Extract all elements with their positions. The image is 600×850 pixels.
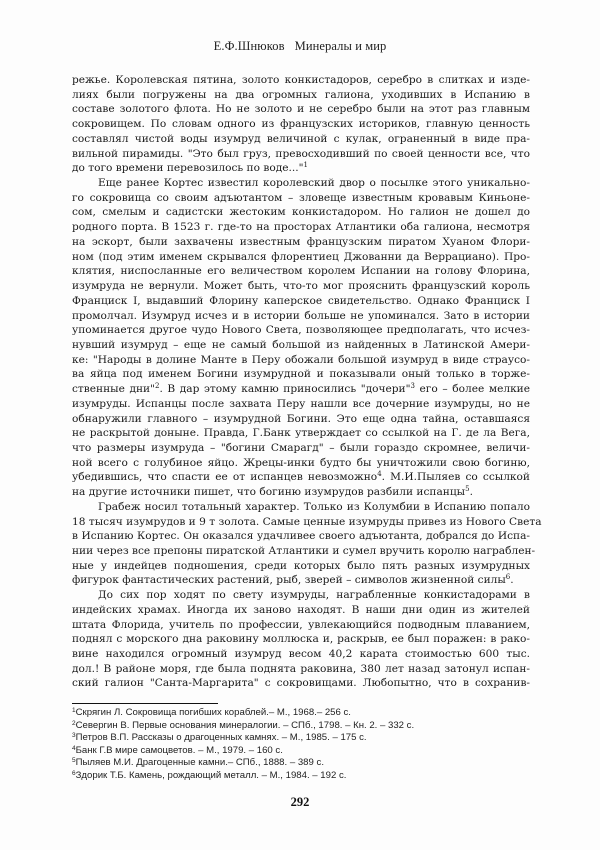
footnote: $^3$Петров В.П. Рассказы о драгоценных камнях. – М., 1985. – 175 с. <box>72 732 367 744</box>
text-line: ке: "Народы в долине Манте в Перу обожали большой изумруд в виде страусо- <box>72 353 530 366</box>
text-line: изумруды. Испанцы после захвата Перу нашли все дочерние изумруды, но не <box>72 397 530 410</box>
text-line: индейских храмах. Иногда их заново находят. В наши дни один из жителей <box>72 603 530 616</box>
text-line: дол.! В районе моря, где была поднята раковина, 380 лет назад затонул испан- <box>72 662 530 675</box>
text-line: упоминается другое чудо Нового Света, позволяющее предполагать, что исчез- <box>72 324 530 337</box>
text-line: убедившись, что спасти ее от испанцев невозможно$^4$. М.И.Пыляев со ссылкой <box>72 470 530 484</box>
text-line: составе золотого флота. Но не золото и не серебро были на этот раз главным <box>72 103 530 116</box>
footnote: $^2$Севергин В. Первые основания минералогии. – СПб., 1798. – Кн. 2. – 332 с. <box>72 719 415 731</box>
text-line: ной всего с голубиное яйцо. Жрецы-инки будто бы уничтожили свою богиню, <box>72 456 530 469</box>
text-line: составлял чистой воды изумруд величиной с кулак, ограненный в виде пра- <box>72 132 530 145</box>
text-line: поднял с морского дна раковину моллюска и, раскрыв, ее был поражен: в рако- <box>72 633 530 646</box>
text-line: на другие источники пишет, что богиню изумрудов разбили испанцы$^5$. <box>72 485 473 499</box>
text-line: нии через все препоны пиратской Атлантики и сумел вручить королю награблен- <box>72 545 536 557</box>
text-line: фигурок фантастических растений, рыб, зверей – символов жизненной силы$^6$. <box>72 573 514 587</box>
text-line: сокровищем. По словам одного из французских историков, главную ценность <box>72 118 530 131</box>
text-line: вильной пирамиды. "Это был груз, превосходивший по своей ценности все, что <box>72 147 530 160</box>
text-line: режье. Королевская пятина, золото конкистадоров, серебро в слитках и изде- <box>72 74 530 86</box>
text-line: ва яйца под именем Богини изумрудной и показывали оный только в торже- <box>72 368 530 381</box>
body-text <box>72 73 542 691</box>
text-line: сом, смелым и садистски жестоким конкистадором. Но галион не дошел до <box>72 206 530 219</box>
text-line: родного порта. В 1523 г. где-то на просторах Атлантики оба галиона, несмотря <box>72 221 530 234</box>
text-line: нувший изумруд – еще не самый большой из найденных в Латинской Амери- <box>72 338 530 351</box>
footnote-number: 3 <box>72 732 76 740</box>
text-line: вине находился огромный изумруд весом 40,2 карата стоимостью 600 тыс. <box>72 648 530 661</box>
text-line: обнаружили главного – изумрудной Богини. Это еще одна тайна, оставшаяся <box>72 412 530 425</box>
text-line: Франциск I, выдавший Флорину каперское свидетельство. Однако Франциск I <box>72 294 530 307</box>
text-line: промолчал. Изумруд исчез и в истории больше не упоминался. Зато в истории <box>72 309 530 322</box>
footnote-number: 5 <box>72 757 76 765</box>
footnote-ref: 4 <box>377 470 382 479</box>
footnote: $^4$Банк Г.В мире самоцветов. – М., 1979. – 160 с. <box>72 744 283 756</box>
footnote: $^5$Пыляев М.И. Драгоценные камни.– СПб., 1888. – 389 с. <box>72 757 324 769</box>
footnote-ref: 3 <box>410 382 415 391</box>
text-line: ные у индейцев подношения, среди которых было пять разных изумрудных <box>72 559 530 572</box>
footnote: $^6$Здорик Т.Б. Камень, рождающий металл. – М., 1984. – 192 с. <box>72 769 347 781</box>
text-line: ский галион "Санта-Маргарита" с сокровищами. Любопытно, что в сохранив- <box>72 677 530 690</box>
text-line: лиях были погружены на два огромных галиона, уходивших в Испанию в <box>72 88 530 101</box>
text-line: клятия, ниспосланные его величеством королем Испании на голову Флорина, <box>72 265 530 278</box>
text-line: изумруда не вернули. Может быть, что-то мог прояснить французский король <box>72 280 530 293</box>
text-line: ном (под этим именем скрывался флорентиец Джованни да Веррациано). Про- <box>72 250 530 263</box>
footnote-ref: 5 <box>465 485 470 494</box>
footnote-number: 2 <box>72 719 76 727</box>
text-line: не раскрытой доныне. Правда, Г.Банк утверждает со ссылкой на Г. де ла Вега, <box>72 427 530 440</box>
text-line: что размеры изумруда – "богини Смарагд" – были гораздо скромнее, величи- <box>72 441 530 454</box>
text-line: Еще ранее Кортес известил королевский двор о посылке этого уникально- <box>98 177 530 190</box>
footnote-separator <box>72 703 218 704</box>
footnote-ref: 1 <box>303 161 308 170</box>
footnote: $^1$Скрягин Л. Сокровища погибших кораблей.– М., 1968.– 256 с. <box>72 707 351 718</box>
footnote-number: 4 <box>72 744 76 752</box>
footnotes <box>72 707 532 783</box>
text-line: в Испанию Кортес. Он оказался удачливее своего адъютанта, добрался до Испа- <box>72 530 530 543</box>
running-header <box>0 39 600 54</box>
footnote-ref: 6 <box>505 573 511 582</box>
header-author: Е.Ф.Шнюков <box>213 39 285 53</box>
footnote-number: 6 <box>72 769 76 777</box>
header-title: Минералы и мир <box>294 39 387 53</box>
text-line: штата Флорида, учитель по профессии, увлекающийся подводным плаванием, <box>72 618 530 631</box>
footnote-number: 1 <box>72 707 76 714</box>
page-number: 292 <box>290 795 310 809</box>
text-line: го сокровища со своим адъютантом – зловеще известным кровавым Киньоне- <box>72 191 530 204</box>
text-line: Грабеж носил тотальный характер. Только из Колумбии в Испанию попало <box>98 500 530 513</box>
text-line: ственные дни"$^2$. В дар этому камню приносились "дочери"$^3$ его – более мелкие <box>72 382 531 396</box>
text-line: на эскорт, были захвачены известным французским пиратом Хуаном Флори- <box>72 235 530 248</box>
footnote-ref: 2 <box>154 382 160 391</box>
text-line: До сих пор ходят по свету изумруды, награбленные конкистадорами в <box>98 589 530 602</box>
text-line: 18 тысяч изумрудов и 9 т золота. Самые ценные изумруды привез из Нового Света <box>72 515 542 528</box>
text-line: до того времени перевозилось по воде..."$^1$ <box>72 161 308 175</box>
